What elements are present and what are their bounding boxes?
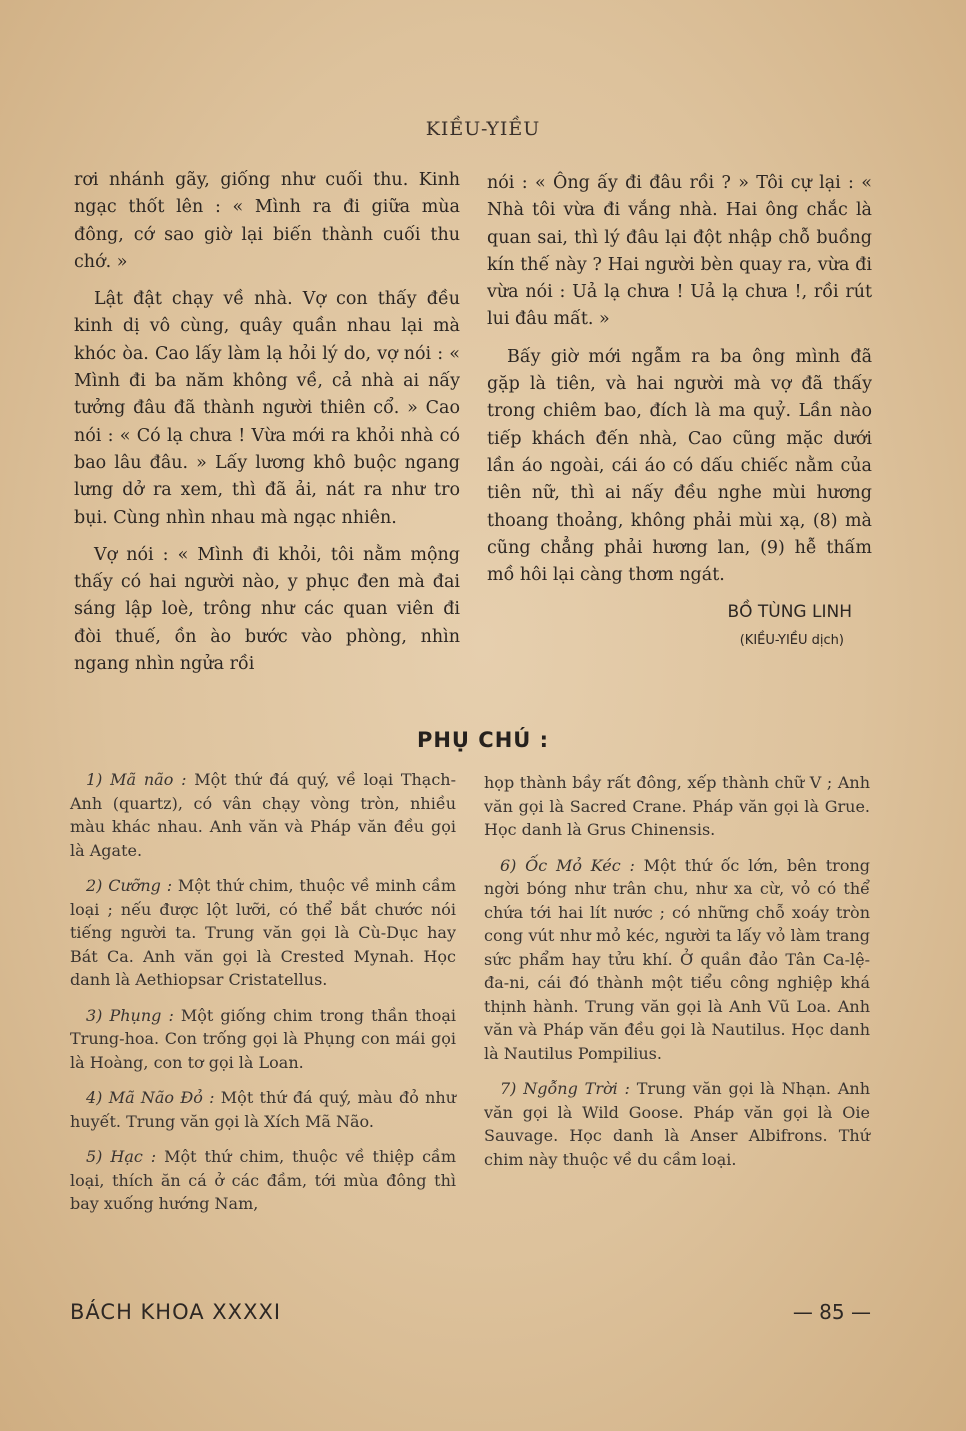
page-number: — 85 — [792, 1300, 871, 1324]
note-item [484, 1077, 870, 1171]
note-term: 5) Hạc : [86, 1147, 157, 1166]
note-item [70, 1145, 456, 1216]
note-item [70, 768, 456, 862]
note-term: 2) Cưỡng : [86, 876, 173, 895]
story-paragraph: Lật đật chạy về nhà. Vợ con thấy đều kinh dị vô cùng, quây quần nhau lại mà khóc òa. Cao lấy làm lạ hỏi lý do, vợ nói : « Mình đi ba năm không về, cả nhà ai nấy tưởng đâu đã thành người thiên cổ. » Cao nói : « Có lạ chưa ! Vừa mới ra khỏi nhà có bao lâu đâu. » Lấy lương khô buộc ngang lưng dở ra xem, thì đã ải, nát ra như tro bụi. Cùng nhìn nhau mà ngạc nhiên. [74, 289, 460, 528]
notes-heading: PHỤ CHÚ : [416, 728, 550, 752]
note-term: 4) Mã Não Đỏ : [86, 1088, 215, 1107]
note-text: Một thứ chim, thuộc về minh cầm loại ; nếu được lột lưỡi, có thể bắt chước nói tiếng người ta. Trung văn gọi là Cù-Dục hay Bát Ca. Anh văn gọi là Crested Mynah. Học danh là Aethiopsar Cristatellus. [70, 876, 456, 989]
story-paragraph: nói : « Ông ấy đi đâu rồi ? » Tôi cự lại : « Nhà tôi vừa đi vắng nhà. Hai ông chắc là quan sai, thì lý đâu lại đột nhập chỗ buồng kín thế này ? Hai người bèn quay ra, vừa đi vừa nói : Uả lạ chưa ! Uả lạ chưa !, rồi rút lui đâu mất. » [487, 173, 872, 330]
note-text: Một giống chim trong thần thoại Trung-hoa. Con trống gọi là Phụng con mái gọi là Hoàng, con tơ gọi là Loan. [70, 1005, 456, 1072]
note-term: 1) Mã não : [86, 770, 187, 789]
note-term: 6) Ốc Mỏ Kéc : [500, 855, 635, 875]
notes-column-left [70, 768, 456, 1228]
note-text: Một thứ đá quý, về loại Thạch-Anh (quartz), có vân chạy vòng tròn, nhiều màu khác nhau. Anh văn và Pháp văn đều gọi là Agate. [70, 770, 457, 860]
author-signature: BỒ TÙNG LINH [727, 602, 852, 623]
story-column-right [487, 170, 872, 654]
note-term: 3) Phụng : [86, 1005, 174, 1025]
notes-column-right [484, 771, 870, 1183]
note-term: 7) Ngỗng Trời : [500, 1079, 630, 1098]
note-item [484, 854, 870, 1066]
note-continuation: họp thành bầy rất đông, xếp thành chữ V ; Anh văn gọi là Sacred Crane. Pháp văn gọi là Grue. Học danh là Grus Chinensis. [484, 773, 870, 839]
note-item [70, 874, 456, 992]
story-paragraph: rơi nhánh gãy, giống như cuối thu. Kinh ngạc thốt lên : « Mình ra đi giữa mùa đông, cớ sao giờ lại biến thành cuối thu chớ. » [74, 170, 460, 272]
translator-note: (KIỀU-YIỀU dịch) [739, 632, 844, 648]
story-paragraph: Bấy giờ mới ngẫm ra ba ông mình đã gặp là tiên, và hai người mà vợ đã thấy trong chiêm bao, đích là ma quỷ. Lần nào tiếp khách đến nhà, Cao cũng mặc dưới lần áo ngoài, cái áo có dấu chiếc nằm của tiên nữ, thì ai nấy đều nghe mùi hương thoang thoảng, không phải mùi xạ, (8) mà cũng chẳng phải hương lan, (9) hễ thấm mồ hôi lại càng thơm ngát. [487, 346, 872, 586]
note-item [70, 1004, 456, 1075]
note-item [70, 1086, 456, 1133]
note-text: Một thứ đá quý, màu đỏ như huyết. Trung văn gọi là Xích Mã Não. [70, 1088, 457, 1131]
running-title: KIỀU-YIỀU [425, 118, 541, 140]
note-text: Một thứ chim, thuộc về thiệp cầm loại, thích ăn cá ở các đầm, tới mùa đông thì bay xuống hướng Nam, [70, 1147, 457, 1213]
story-column-left [74, 167, 460, 678]
note-text: Một thứ ốc lớn, bên trong ngời bóng như trân chu, như xa cừ, vỏ có thể chứa tới hai lít nước ; có những chỗ xoáy tròn cong vút như mỏ kéc, người ta lấy vỏ làm trang sức phẩm hay tửu khí. Ở quần đảo Tân Ca-lệ-đa-ni, cái đó thành một tiểu công nghiệp khá thịnh hành. Trung văn gọi là Anh Vũ Loa. Anh văn và Pháp văn đều gọi là Nautilus. Học danh là Nautilus Pompilius. [484, 855, 870, 1063]
publication-name: BÁCH KHOA XXXXI [70, 1300, 282, 1324]
story-paragraph: Vợ nói : « Mình đi khỏi, tôi nằm mộng thấy có hai người nào, y phục đen mà đai sáng lập loè, trông như các quan viên đi đòi thuế, ồn ào bước vào phòng, nhìn ngang nhìn ngửa rồi [74, 544, 460, 675]
note-text: Trung văn gọi là Nhạn. Anh văn gọi là Wild Goose. Pháp văn gọi là Oie Sauvage. Học danh là Anser Albifrons. Thứ chim này thuộc về du cầm loại. [484, 1079, 870, 1169]
